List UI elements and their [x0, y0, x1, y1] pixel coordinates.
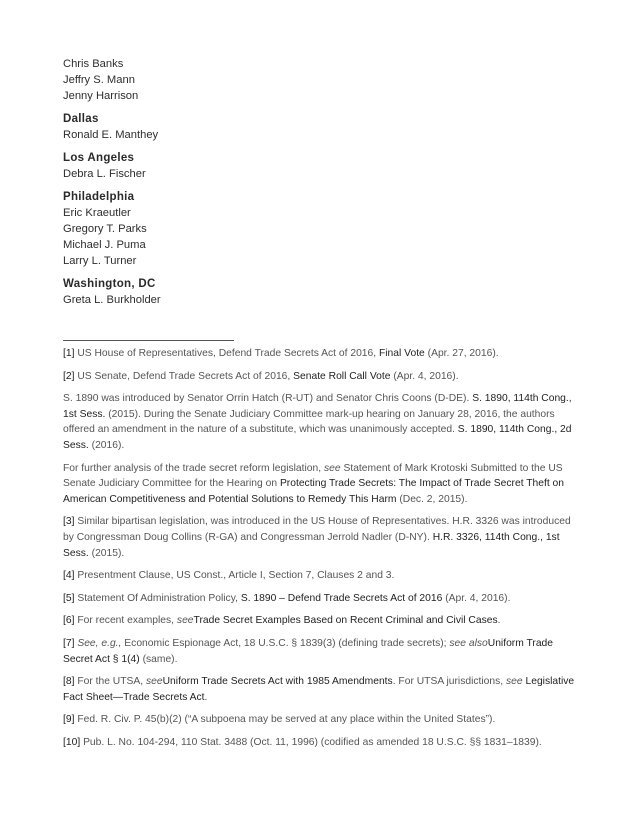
footnote-number: [7]: [63, 637, 75, 649]
footnote-text: (2015).: [91, 547, 125, 559]
see-eg-signal: See, e.g.,: [77, 637, 122, 649]
footnote-text: Similar bipartisan legislation, was introduced in the US House of Representatives. H.R. 3326 was introduced by Congressman Doug Collins (R-GA) and Congressman Jerrold Nadler (D-NY).: [63, 516, 571, 543]
contact-name: Eric Kraeutler: [63, 207, 131, 219]
office-los-angeles: [63, 150, 577, 182]
footnote-text: For recent examples,: [77, 615, 175, 627]
footnote-text: For the UTSA,: [77, 676, 144, 688]
see-also-signal: see also: [449, 637, 488, 649]
footnote-text: (Apr. 4, 2016).: [445, 592, 511, 604]
footnote-s1890-paragraph: [63, 391, 577, 453]
footnote-text: Statement Of Administration Policy,: [77, 592, 238, 604]
see-signal: see: [506, 676, 523, 688]
office-philadelphia: [63, 189, 577, 269]
contact-name: Chris Banks: [63, 58, 124, 70]
utsa-1985-link[interactable]: Uniform Trade Secrets Act with 1985 Amendments: [162, 676, 393, 688]
footnote-text: (same).: [142, 653, 178, 665]
footnote-text: .: [204, 691, 208, 703]
footnote-6: [63, 613, 577, 629]
footnote-text: S. 1890 was introduced by Senator Orrin Hatch (R-UT) and Senator Chris Coons (D-DE).: [63, 393, 470, 405]
footnote-2: [63, 369, 577, 385]
footnote-4: [63, 568, 577, 584]
contact-list: [63, 56, 577, 308]
s1890-admin-policy-link[interactable]: S. 1890 – Defend Trade Secrets Act of 2016: [240, 592, 443, 604]
footnote-text: US Senate, Defend Trade Secrets Act of 2016,: [77, 370, 291, 382]
footnote-text: Statement of Mark Krotoski Submitted to the US Senate Judiciary Committee for the Hearing on: [63, 462, 563, 490]
footnote-5: [63, 591, 577, 607]
footnote-number: [6]: [63, 615, 75, 627]
top-names: [63, 56, 577, 104]
final-vote-link[interactable]: Final Vote: [378, 348, 425, 359]
contact-name: Michael J. Puma: [63, 239, 146, 251]
footnote-number: [1]: [63, 348, 75, 359]
footnote-text: (Apr. 27, 2016).: [427, 348, 499, 359]
hr3326-link[interactable]: H.R. 3326, 114th Cong., 1st Sess.: [63, 531, 560, 559]
footnote-number: [10]: [63, 736, 81, 748]
legislative-fact-sheet-link[interactable]: Legislative Fact Sheet—Trade Secrets Act: [63, 676, 575, 703]
footnote-text: Economic Espionage Act, 18 U.S.C. § 1839(3) (defining trade secrets);: [124, 637, 447, 649]
contact-name: Debra L. Fischer: [63, 168, 146, 180]
contact-name: Greta L. Burkholder: [63, 294, 161, 306]
footnote-text: (Dec. 2, 2015).: [399, 493, 468, 505]
see-signal: see: [146, 676, 163, 688]
footnote-text: US House of Representatives, Defend Trade Secrets Act of 2016,: [77, 348, 377, 359]
contact-name: Ronald E. Manthey: [63, 129, 159, 141]
footnote-number: [8]: [63, 676, 75, 688]
footnote-number: [2]: [63, 370, 75, 382]
contact-name: Gregory T. Parks: [63, 223, 147, 235]
footnote-7: [63, 636, 577, 667]
see-signal: see: [176, 615, 194, 627]
office-title: Washington, DC: [63, 278, 156, 290]
footnote-text: Presentment Clause, US Const., Article I, Section 7, Clauses 2 and 3.: [77, 570, 395, 582]
footnotes: [63, 346, 577, 757]
contact-name: Jeffry S. Mann: [63, 74, 135, 86]
footnote-text: (2016).: [91, 439, 125, 451]
protecting-trade-secrets-link[interactable]: Protecting Trade Secrets: The Impact of Trade Secret Theft on American Competitiveness and Potential Solutions to Remedy This Harm: [63, 478, 565, 505]
footnote-number: [3]: [63, 516, 75, 528]
footnote-number: [9]: [63, 714, 75, 726]
office-title: Philadelphia: [63, 191, 135, 203]
office-dallas: [63, 111, 577, 143]
footnote-3: [63, 514, 577, 561]
footnote-10: [63, 735, 577, 751]
footnote-text: For further analysis of the trade secret reform legislation,: [63, 462, 322, 474]
trade-secret-examples-link[interactable]: Trade Secret Examples Based on Recent Criminal and Civil Cases: [193, 615, 498, 627]
office-title: Los Angeles: [63, 152, 135, 164]
footnote-text: Pub. L. No. 104-294, 110 Stat. 3488 (Oct. 11, 1996) (codified as amended 18 U.S.C. §§ 1831–1839).: [83, 736, 542, 748]
footnote-8: [63, 674, 577, 705]
utsa-section-link[interactable]: Uniform Trade Secret Act § 1(4): [63, 637, 554, 665]
office-title: Dallas: [63, 113, 99, 125]
footnote-number: [5]: [63, 592, 75, 604]
see-signal: see: [323, 462, 341, 474]
s1890-2d-sess-link[interactable]: S. 1890, 114th Cong., 2d Sess.: [63, 424, 572, 451]
footnote-9: [63, 712, 577, 728]
footnote-text: (Apr. 4, 2016).: [393, 370, 459, 382]
footnote-text: Fed. R. Civ. P. 45(b)(2) (“A subpoena may be served at any place within the United States”).: [77, 714, 496, 726]
footnote-divider: [63, 340, 234, 341]
senate-roll-call-link[interactable]: Senate Roll Call Vote: [293, 370, 391, 382]
contact-name: Larry L. Turner: [63, 255, 137, 267]
footnote-number: [4]: [63, 570, 75, 582]
footnote-text: .: [497, 615, 501, 627]
contact-name: Jenny Harrison: [63, 90, 139, 102]
footnote-text: . For UTSA jurisdictions,: [392, 676, 504, 688]
footnote-further-analysis: [63, 461, 577, 508]
footnote-text: (2015). During the Senate Judiciary Committee mark-up hearing on January 28, 2016, the authors offered an amendment in the nature of a substitute, which was unanimously accepted.: [63, 408, 555, 436]
footnote-1: [63, 346, 577, 362]
s1890-1st-sess-link[interactable]: S. 1890, 114th Cong., 1st Sess.: [63, 393, 572, 420]
office-washington-dc: [63, 276, 577, 308]
